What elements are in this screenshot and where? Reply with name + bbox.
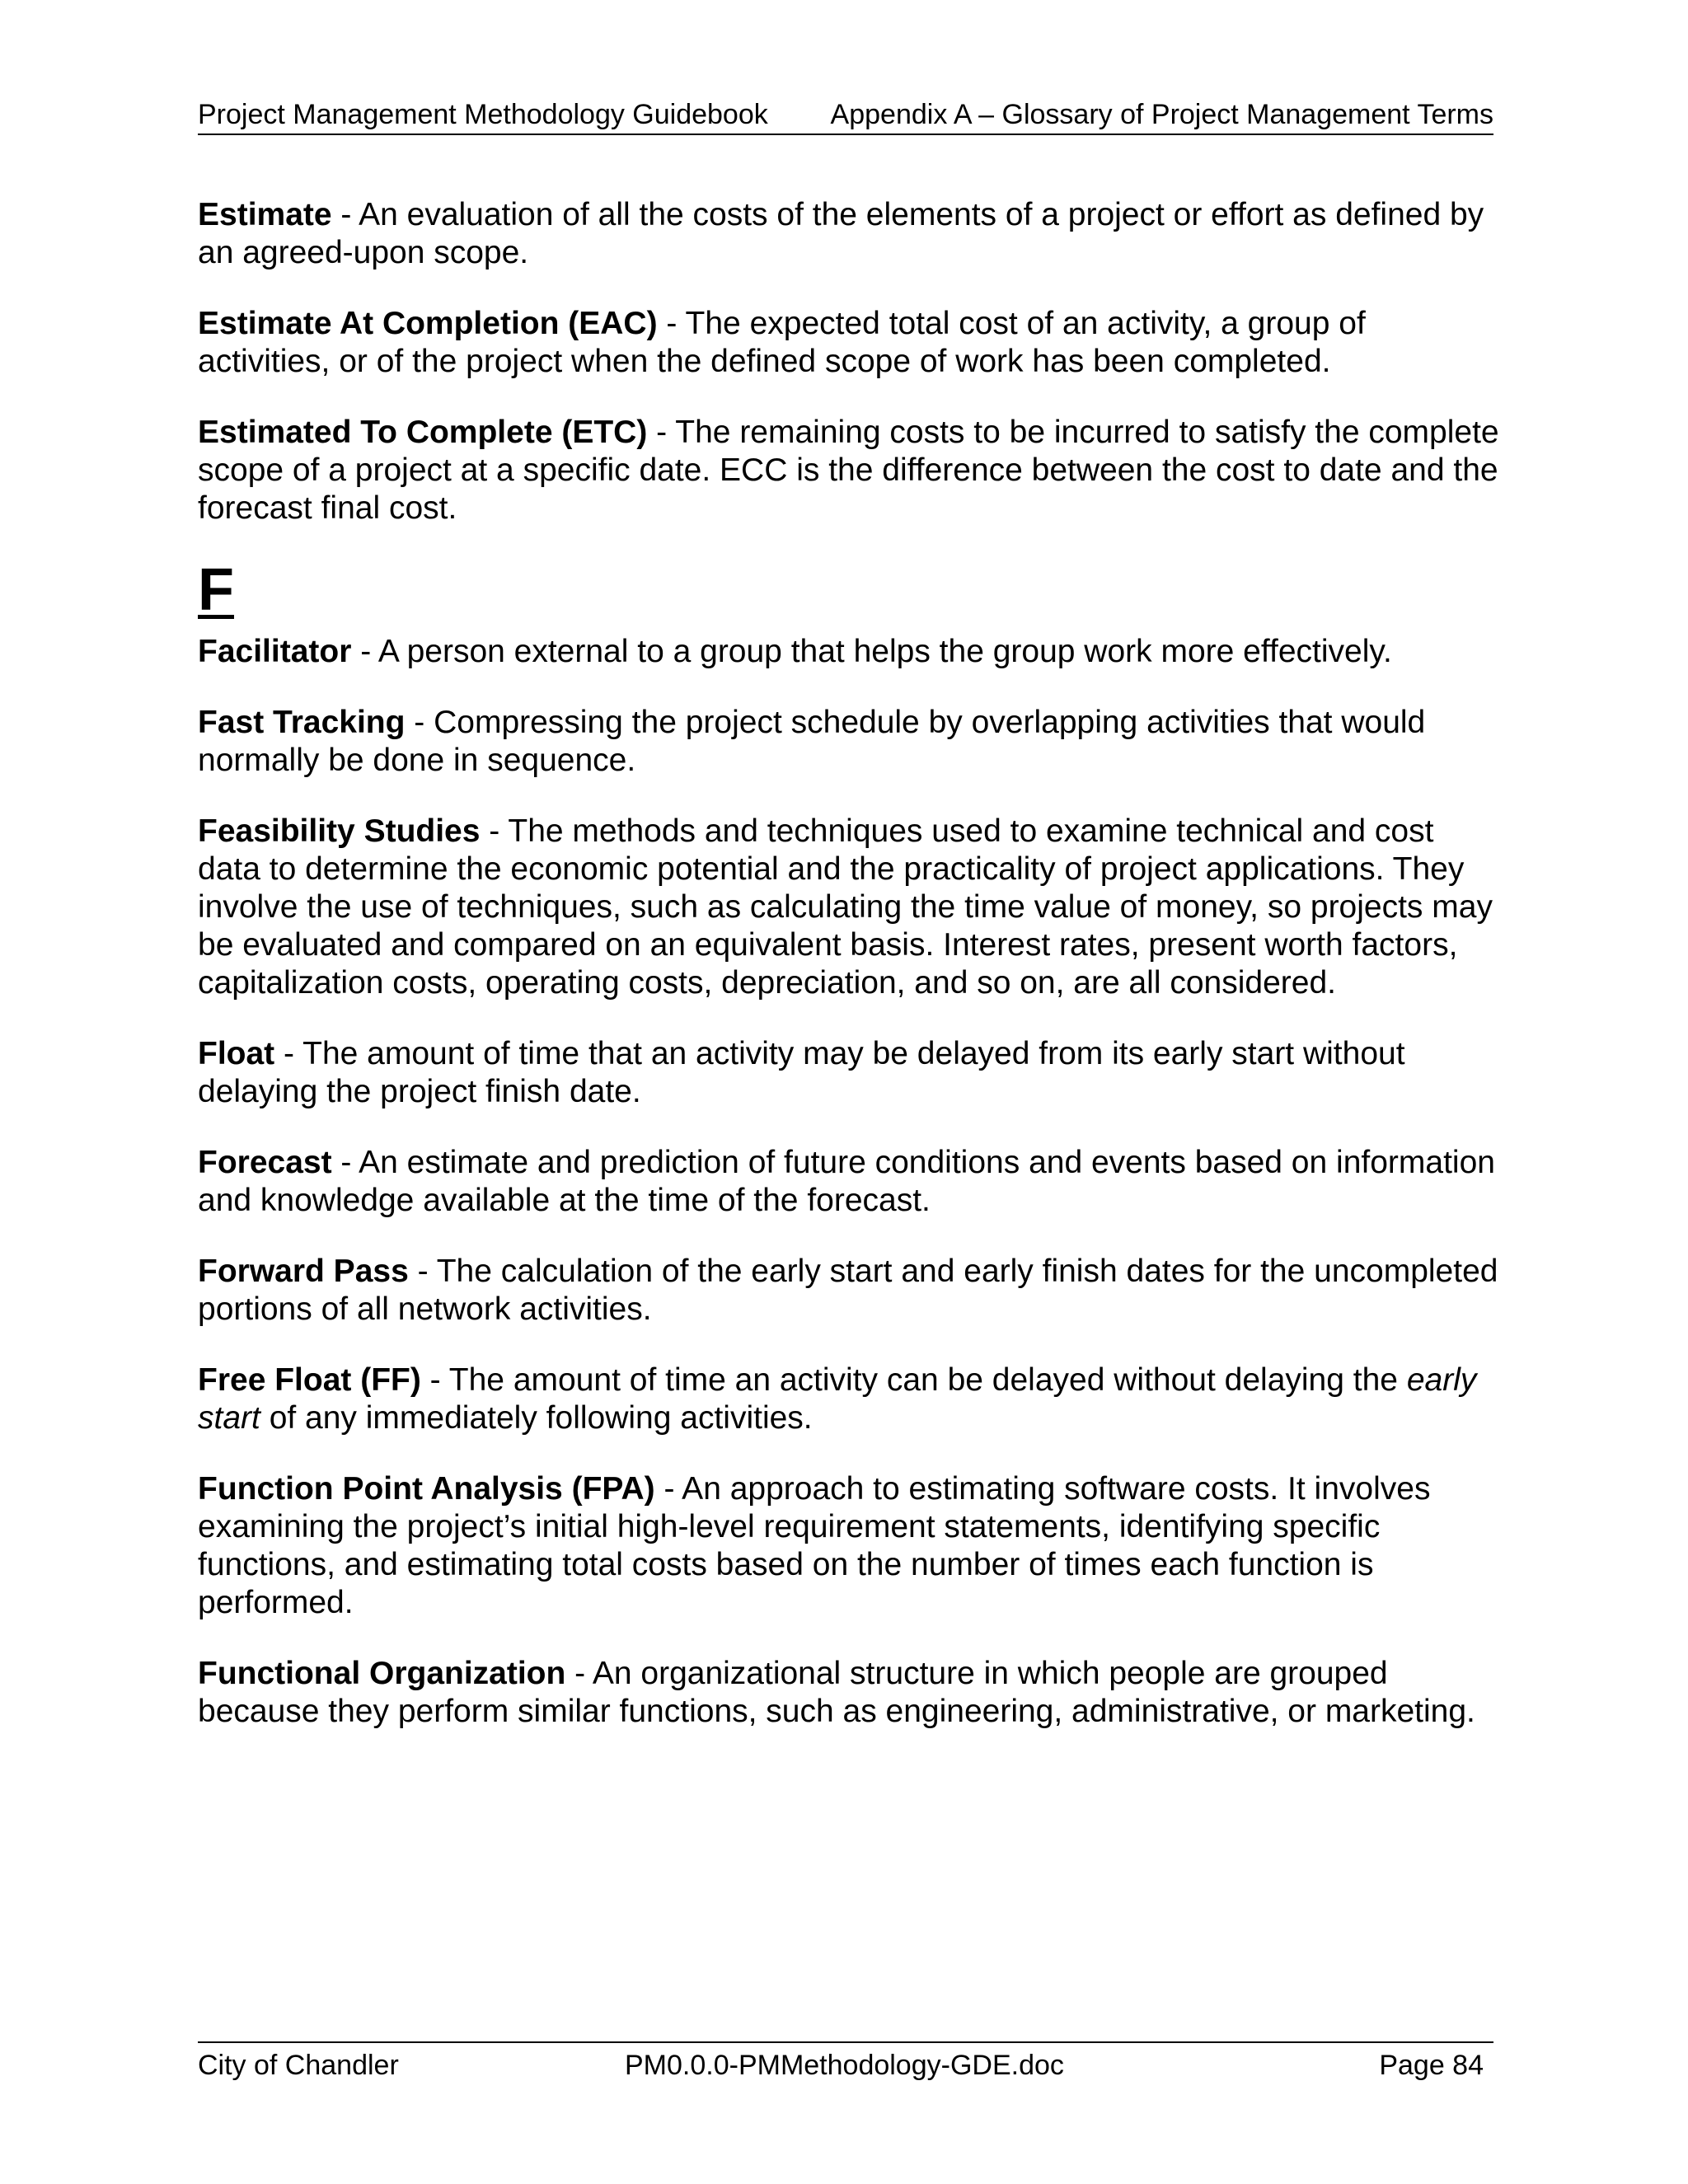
footer-filename: PM0.0.0-PMMethodology-GDE.doc (625, 2050, 1064, 2081)
glossary-term: Forecast (198, 1145, 332, 1180)
glossary-definition: - An estimate and prediction of future conditions and events based on information and knowledge available at the time of the forecast. (198, 1145, 1495, 1218)
glossary-definition: - The methods and techniques used to examine technical and cost data to determine the economic potential and the practicality of project applications. They involve the use of techniques, such as calculating the time value of money, so projects may be evaluated and compared on an equivalent basis. Interest rates, present worth factors, capitalization costs, operating costs, depreciation, and so on, are all considered. (198, 813, 1493, 1001)
header-document-title: Project Management Methodology Guidebook (198, 99, 768, 130)
glossary-term: Estimate (198, 197, 332, 232)
glossary-entry-feasibility-studies (198, 813, 1500, 1002)
glossary-entry-functional-organization (198, 1655, 1500, 1731)
glossary-definition: - A person external to a group that helps the group work more effectively. (351, 634, 1392, 669)
glossary-term: Float (198, 1036, 275, 1071)
footer-page-number: Page 84 (1379, 2050, 1484, 2081)
glossary-term: Feasibility Studies (198, 813, 481, 849)
glossary-term: Free Float (FF) (198, 1362, 421, 1398)
glossary-term: Estimated To Complete (ETC) (198, 415, 648, 450)
glossary-term: Functional Organization (198, 1656, 566, 1691)
page-header (198, 97, 1493, 135)
glossary-definition: - An approach to estimating software costs. It involves examining the project’s initial high-level requirement statements, identifying specific functions, and estimating total costs based on the number of times each function is performed. (198, 1471, 1431, 1620)
glossary-definition: - An evaluation of all the costs of the elements of a project or effort as defined by an agreed-upon scope. (198, 197, 1484, 270)
glossary-entry-facilitator (198, 633, 1500, 671)
glossary-entry-etc (198, 414, 1500, 527)
glossary-term: Facilitator (198, 634, 352, 669)
glossary-definition: - The expected total cost of an activity, a group of activities, or of the project when the defined scope of work has been completed. (198, 306, 1366, 379)
page-footer (198, 2041, 1493, 2081)
glossary-definition: - The amount of time that an activity may be delayed from its early start without delaying the project finish date. (198, 1036, 1405, 1109)
glossary-entry-free-float (198, 1361, 1500, 1437)
glossary-definition: - The remaining costs to be incurred to satisfy the complete scope of a project at a specific date. ECC is the difference between the cost to date and the forecast final cost. (198, 415, 1499, 526)
glossary-definition: - The calculation of the early start and early finish dates for the uncompleted portions of all network activities. (198, 1254, 1498, 1327)
glossary-definition: - An organizational structure in which people are grouped because they perform similar functions, such as engineering, administrative, or marketing. (198, 1656, 1475, 1729)
glossary-term: Estimate At Completion (EAC) (198, 306, 658, 341)
glossary-content (198, 196, 1500, 1764)
glossary-entry-float (198, 1035, 1500, 1111)
glossary-term: Function Point Analysis (FPA) (198, 1471, 655, 1507)
glossary-entry-function-point-analysis (198, 1470, 1500, 1622)
glossary-definition: - Compressing the project schedule by overlapping activities that would normally be done in sequence. (198, 705, 1426, 778)
glossary-entry-fast-tracking (198, 704, 1500, 780)
footer-organization: City of Chandler (198, 2050, 399, 2081)
glossary-entry-estimate (198, 196, 1500, 272)
glossary-definition: of any immediately following activities. (260, 1400, 813, 1436)
glossary-term: Fast Tracking (198, 705, 406, 740)
glossary-definition-emphasis: early start (198, 1362, 1477, 1436)
glossary-entry-forward-pass (198, 1253, 1500, 1329)
header-section-title: Appendix A – Glossary of Project Management Terms (830, 99, 1493, 130)
glossary-entry-forecast (198, 1144, 1500, 1220)
section-letter-heading: F (198, 557, 234, 623)
glossary-term: Forward Pass (198, 1254, 409, 1289)
glossary-entry-eac (198, 305, 1500, 381)
glossary-definition: - The amount of time an activity can be delayed without delaying the (420, 1362, 1407, 1398)
